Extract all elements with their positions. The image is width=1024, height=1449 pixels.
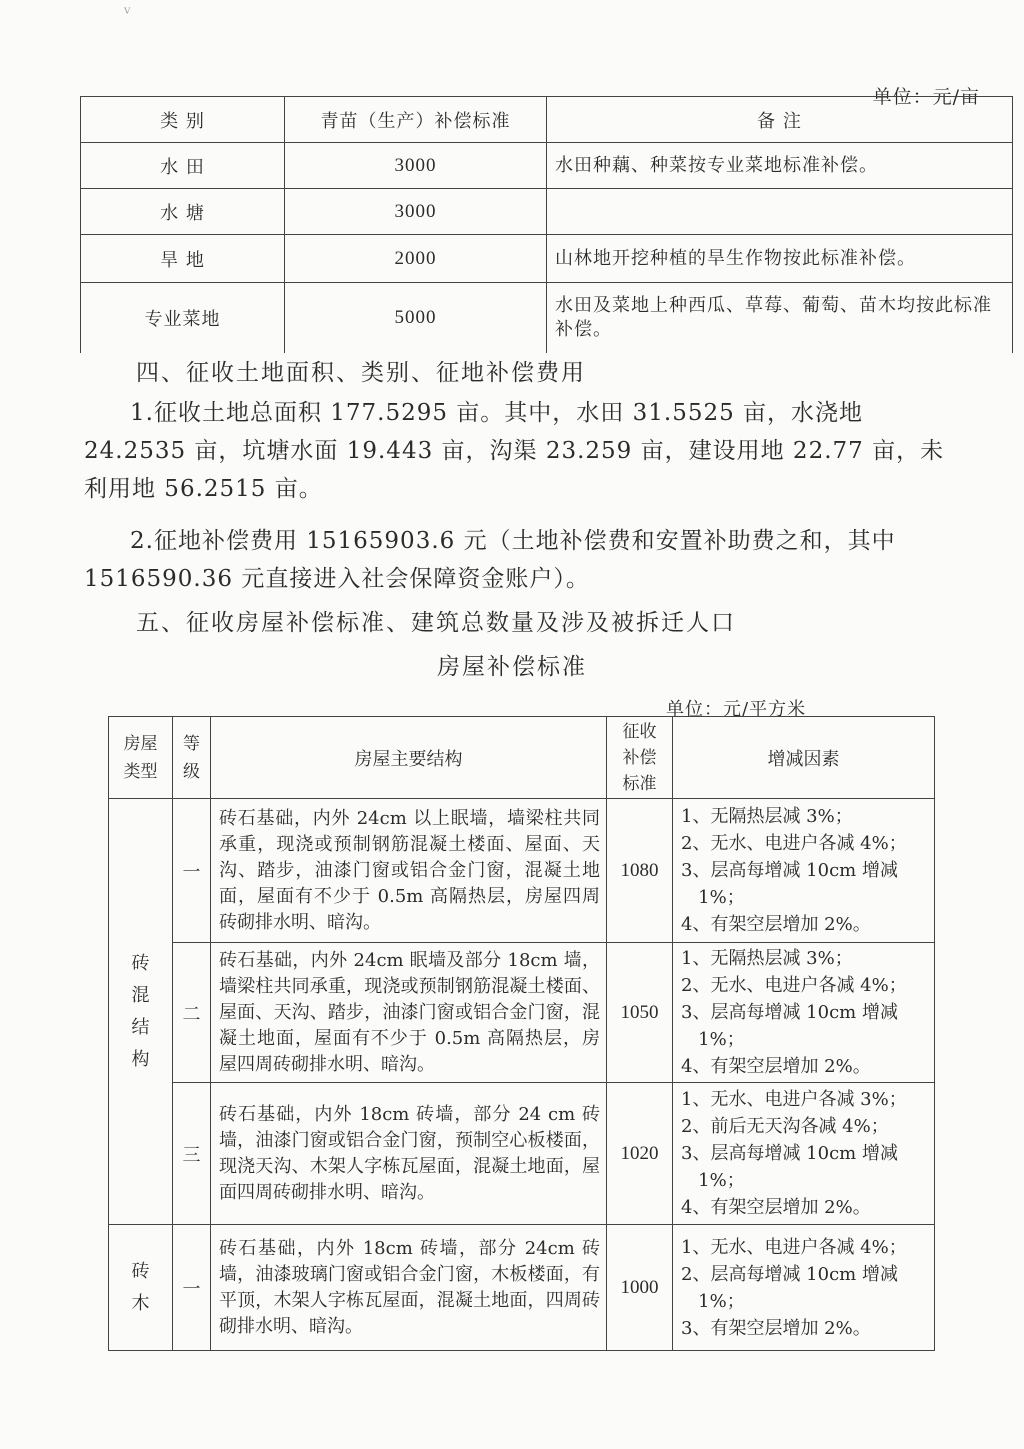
row-value: 3000 <box>285 189 547 235</box>
table-row <box>109 1225 935 1351</box>
header-structure: 房屋主要结构 <box>211 717 607 799</box>
table1-unit: 单位：元/亩 <box>872 86 980 108</box>
header-standard: 青苗（生产）补偿标准 <box>285 97 547 143</box>
row-price: 1020 <box>607 1083 673 1225</box>
section5-heading: 五、征收房屋补偿标准、建筑总数量及涉及被拆迁人口 <box>136 610 736 636</box>
row-note: 山林地开挖种植的旱生作物按此标准补偿。 <box>547 235 1013 283</box>
table-row <box>81 143 1013 189</box>
row-value: 3000 <box>285 143 547 189</box>
factors-text: 1、无隔热层减 3%； 2、无水、电进户各减 4%； 3、层高每增减 10cm 增减 1%； 4、有架空层增加 2%。 <box>681 948 907 1077</box>
row-grade: 二 <box>173 943 211 1083</box>
row-structure: 砖石基础，内外 24cm 以上眠墙，墙梁柱共同承重，现浇或预制钢筋混凝土楼面、屋面、天沟、踏步，油漆门窗或铝合金门窗，混凝土地面，屋面有不少于 0.5m 高隔热层，房屋四周砖砌排水明、暗沟。 <box>211 799 607 943</box>
row-grade: 三 <box>173 1083 211 1225</box>
table-row <box>81 283 1013 353</box>
row-value: 2000 <box>285 235 547 283</box>
row-structure: 砖石基础，内外 24cm 眠墙及部分 18cm 墙，墙梁柱共同承重，现浇或预制钢筋混凝土楼面、屋面、天沟、踏步，油漆门窗或铝合金门窗，混凝土地面，屋面有不少于 0.5m 高隔热层，房屋四周砖砌排水明、暗沟。 <box>211 943 607 1083</box>
row-factors <box>673 799 935 943</box>
row-factors <box>673 1083 935 1225</box>
row-value: 5000 <box>285 283 547 353</box>
row-factors <box>673 943 935 1083</box>
table-row <box>81 189 1013 235</box>
factors-text: 1、无水、电进户各减 3%； 2、前后无天沟各减 4%； 3、层高每增减 10cm 增减 1%； 4、有架空层增加 2%。 <box>681 1089 907 1218</box>
table-row <box>81 235 1013 283</box>
header-factors: 增减因素 <box>673 717 935 799</box>
factors-text: 1、无水、电进户各减 4%； 2、层高每增减 10cm 增减 1%； 3、有架空层增加 2%。 <box>681 1236 907 1339</box>
row-price: 1050 <box>607 943 673 1083</box>
row-type: 水 塘 <box>81 189 285 235</box>
house-compensation-table <box>108 716 935 1351</box>
header-price: 征收补偿标准 <box>607 717 673 799</box>
header-note: 备 注 <box>547 97 1013 143</box>
scan-mark: ⱽ <box>124 6 131 22</box>
row-price: 1080 <box>607 799 673 943</box>
seedling-compensation-table <box>80 96 1013 353</box>
section4-heading: 四、征收土地面积、类别、征地补偿费用 <box>136 360 586 386</box>
house-type-brick-concrete: 砖混结构 <box>109 799 173 1225</box>
section4-para1: 1.征收土地总面积 177.5295 亩。其中，水田 31.5525 亩，水浇地 24.2535 亩，坑塘水面 19.443 亩，沟渠 23.259 亩，建设用地 22.77 亩，未利用地 56.2515 亩。 <box>84 400 945 502</box>
row-structure: 砖石基础，内外 18cm 砖墙，部分 24cm 砖墙，油漆玻璃门窗或铝合金门窗，木板楼面，有平顶，木架人字栋瓦屋面，混凝土地面，四周砖砌排水明、暗沟。 <box>211 1225 607 1351</box>
section4-para2: 2.征地补偿费用 15165903.6 元（土地补偿费和安置补助费之和，其中 1516590.36 元直接进入社会保障资金账户）。 <box>84 528 896 592</box>
row-type: 专业菜地 <box>81 283 285 353</box>
row-grade: 一 <box>173 1225 211 1351</box>
table-row <box>109 799 935 943</box>
row-structure: 砖石基础，内外 18cm 砖墙，部分 24 cm 砖墙，油漆门窗或铝合金门窗，预制空心板楼面，现浇天沟、木架人字栋瓦屋面，混凝土地面，屋面四周砖砌排水明、暗沟。 <box>211 1083 607 1225</box>
row-note: 水田种藕、种菜按专业菜地标准补偿。 <box>547 143 1013 189</box>
table2-unit: 单位：元/平方米 <box>666 699 807 720</box>
table-row <box>109 943 935 1083</box>
row-note <box>547 189 1013 235</box>
row-grade: 一 <box>173 799 211 943</box>
row-note: 水田及菜地上种西瓜、草莓、葡萄、苗木均按此标准补偿。 <box>547 283 1013 353</box>
row-type: 旱 地 <box>81 235 285 283</box>
header-grade: 等级 <box>173 717 211 799</box>
table-header-row <box>109 717 935 799</box>
factors-text: 1、无隔热层减 3%； 2、无水、电进户各减 4%； 3、层高每增减 10cm 增减 1%； 4、有架空层增加 2%。 <box>681 806 907 935</box>
house-type-brick-wood: 砖木 <box>109 1225 173 1351</box>
table-row <box>109 1083 935 1225</box>
table2-title: 房屋补偿标准 <box>437 654 587 680</box>
row-price: 1000 <box>607 1225 673 1351</box>
row-type: 水 田 <box>81 143 285 189</box>
header-house-type: 房屋类型 <box>109 717 173 799</box>
header-type: 类 别 <box>81 97 285 143</box>
row-factors <box>673 1225 935 1351</box>
